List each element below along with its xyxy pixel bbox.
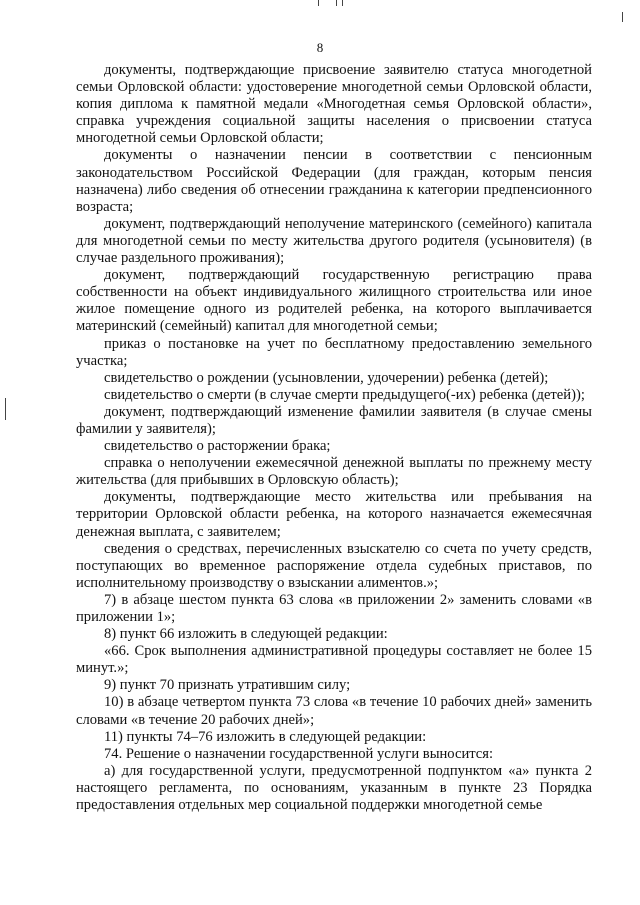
- paragraph: свидетельство о расторжении брака;: [104, 438, 331, 455]
- paragraph: документы о назначении пенсии в соответствии с пенсионным законодательством Российской Федерации (для граждан, которым пенсия назначена) либо сведения об отнесении гражданина к категории предпенсионного возраста;: [76, 147, 592, 215]
- paragraph: документ, подтверждающий неполучение материнского (семейного) капитала для многодетной семьи по месту жительства другого родителя (усыновителя) (в случае раздельного проживания);: [76, 215, 592, 267]
- scan-mark-left: [5, 398, 6, 420]
- paragraph: сведения о средствах, перечисленных взыскателю со счета по учету средств, поступающих во временное распоряжение отдела судебных приставов, по исполнительному производству о взыскании алиментов.»;: [76, 540, 592, 591]
- paragraph: документ, подтверждающий государственную регистрацию права собственности на объект индивидуального жилищного строительства или иное жилое помещение одного из родителей ребенка, на которого выплачивается материнский (семейный) капитал для многодетной семьи;: [76, 267, 592, 335]
- paragraph: документы, подтверждающие место жительства или пребывания на территории Орловской области ребенка, на которого назначается ежемесячная денежная выплата, с заявителем;: [76, 489, 592, 540]
- paragraph: 8) пункт 66 изложить в следующей редакции:: [104, 626, 388, 643]
- scan-mark-top: [318, 0, 319, 6]
- paragraph: 9) пункт 70 признать утратившим силу;: [104, 677, 351, 694]
- paragraph: 10) в абзаце четвертом пункта 73 слова «в течение 10 рабочих дней» заменить словами «в течение 20 рабочих дней»;: [76, 694, 592, 728]
- paragraph: 7) в абзаце шестом пункта 63 слова «в приложении 2» заменить словами «в приложении 1»;: [76, 591, 592, 625]
- paragraph: документ, подтверждающий изменение фамилии заявителя (в случае смены фамилии у заявителя);: [76, 403, 592, 437]
- scan-mark-top: [342, 0, 343, 6]
- document-body: [76, 62, 592, 814]
- scan-mark-right: [622, 12, 623, 22]
- paragraph: приказ о постановке на учет по бесплатному предоставлению земельного участка;: [76, 335, 592, 369]
- paragraph: документы, подтверждающие присвоение заявителю статуса многодетной семьи Орловской области: удостоверение многодетной семьи Орловской области, копия диплома к памятной медали «Многодетная семья Орловской области», справка учреждения социальной защиты населения о присвоении статуса многодетной семьи Орловской области;: [76, 62, 592, 147]
- paragraph: «66. Срок выполнения административной процедуры составляет не более 15 минут.»;: [76, 643, 592, 677]
- paragraph: справка о неполучении ежемесячной денежной выплаты по прежнему месту жительства (для прибывших в Орловскую область);: [76, 455, 592, 489]
- paragraph: 74. Решение о назначении государственной услуги выносится:: [104, 745, 494, 762]
- paragraph: свидетельство о рождении (усыновлении, удочерении) ребенка (детей);: [104, 369, 549, 386]
- paragraph: свидетельство о смерти (в случае смерти предыдущего(-их) ребенка (детей));: [104, 386, 585, 403]
- scan-mark-top: [336, 0, 337, 6]
- paragraph: 11) пункты 74–76 изложить в следующей редакции:: [104, 728, 427, 745]
- page-number: 8: [316, 40, 324, 55]
- paragraph: а) для государственной услуги, предусмотренной подпунктом «а» пункта 2 настоящего регламента, по основаниям, указанным в пункте 23 Порядка предоставления отдельных мер социальной поддержки многодетной семье: [76, 762, 592, 814]
